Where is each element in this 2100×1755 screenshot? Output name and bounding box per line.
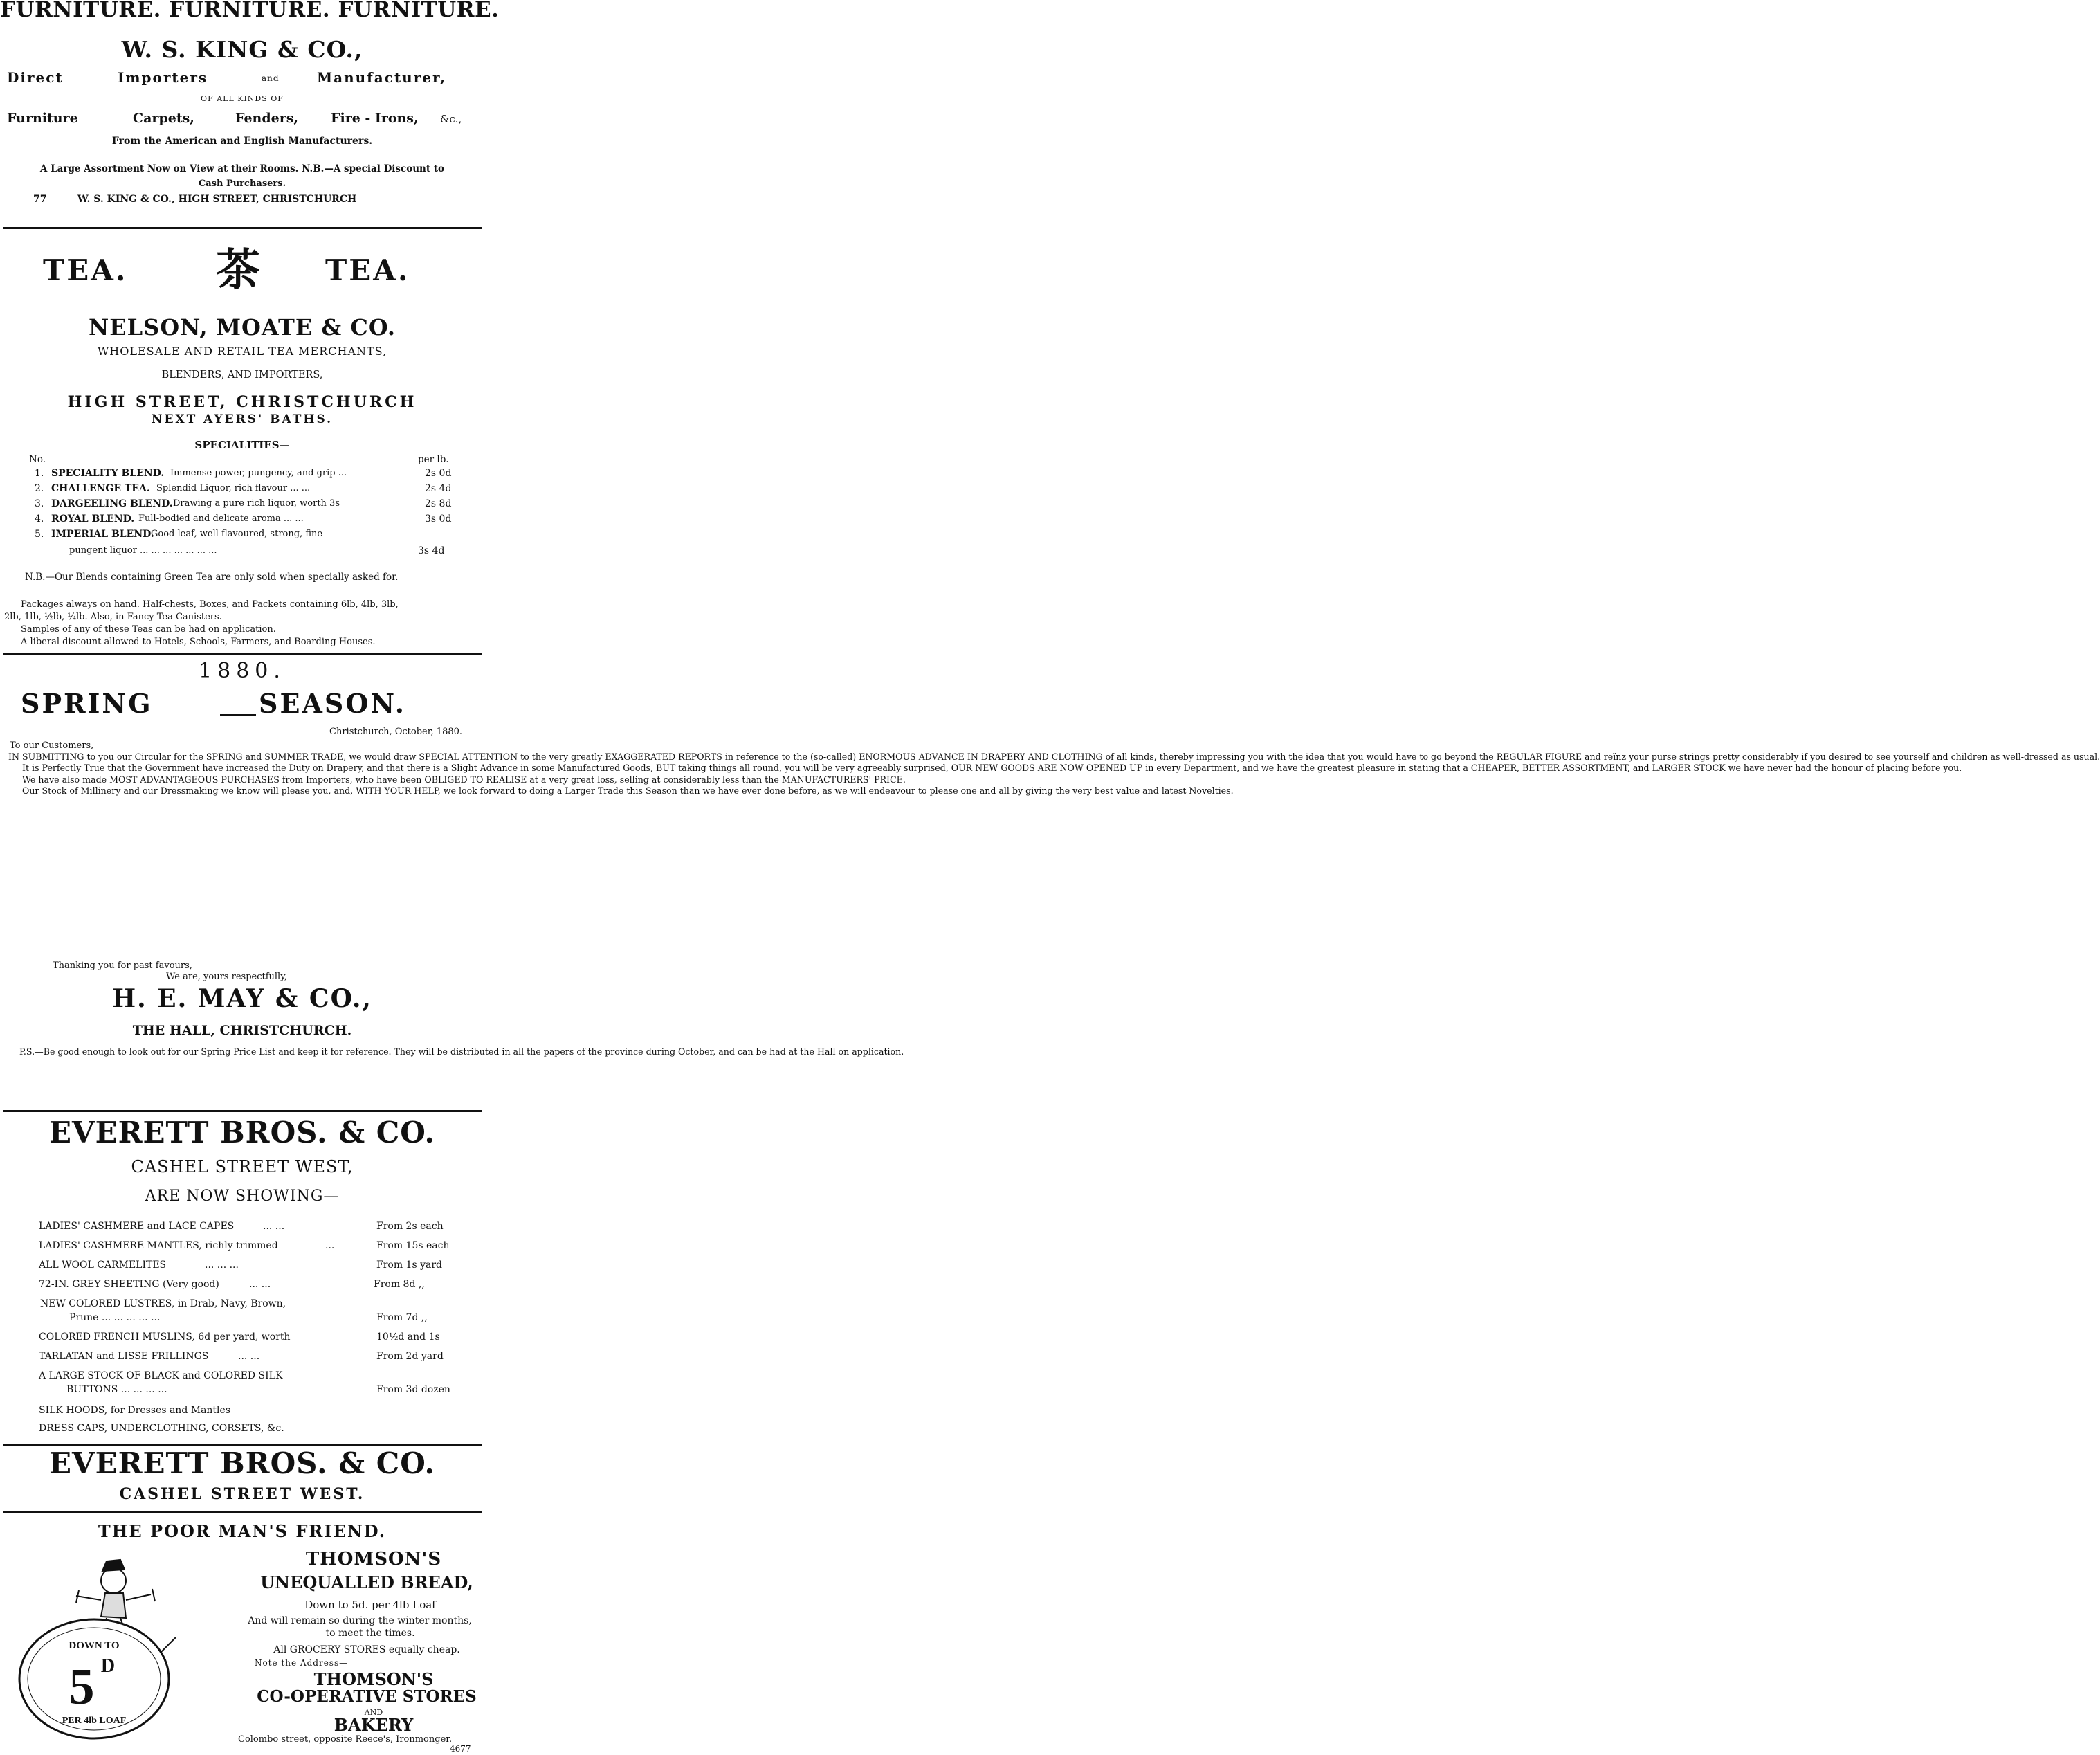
everett-item-dots: ... ... — [249, 1279, 271, 1290]
may-para4: Our Stock of Millinery and our Dressmaking we know will please you, and, WITH YOUR HELP, we look forward to doing a Larger Trade this Season than we have ever done before, as we will endeavour to please one and all by giving the very best value and latest Novelties. — [22, 785, 1234, 797]
everett-item-price: From 2s each — [376, 1221, 444, 1232]
king-item-furniture: Furniture — [7, 111, 78, 126]
blend-desc: Immense power, pungency, and grip ... — [170, 468, 347, 478]
king-manufacturer: Manufacturer, — [317, 69, 447, 86]
may-ps-wrap — [6, 1046, 904, 1057]
everett-item-price: From 7d ,, — [376, 1312, 428, 1323]
everett-item-price: From 1s yard — [376, 1260, 443, 1271]
everett-item-price: From 15s each — [376, 1240, 450, 1251]
figure-body — [101, 1593, 126, 1618]
king-firm: W. S. KING & CO., — [121, 36, 363, 63]
may-para2: It is Perfectly True that the Government have increased the Duty on Drapery, and that there is a Slight Advance in some Manufactured Goods, BUT taking things all round, you will be very agreeably surprised, OUR NEW GOODS ARE NOW OPENED UP in every Department, and we have the greatest pleasure in stating that a CHEAPER, BETTER ASSORTMENT, and LARGER STOCK we have never had the honour of placing before you. — [22, 763, 1962, 774]
thomson-headline: THE POOR MAN'S FRIEND. — [98, 1521, 387, 1541]
king-ref: 77 — [33, 194, 47, 205]
everett-item-dots: ... ... ... — [205, 1260, 239, 1271]
tea-left: TEA. — [43, 253, 128, 287]
thomson-bread: UNEQUALLED BREAD, — [260, 1572, 473, 1592]
blend-desc: Splendid Liquor, rich flavour ... ... — [156, 483, 311, 493]
nelson-specialities: SPECIALITIES— — [194, 439, 290, 451]
everett-item-name: NEW COLORED LUSTRES, in Drab, Navy, Brown, — [40, 1298, 286, 1309]
everett-item-name: SILK HOODS, for Dresses and Mantles — [39, 1405, 230, 1416]
may-salutation: To our Customers, — [10, 740, 94, 751]
may-underscore — [220, 714, 256, 716]
everett-item-name: LADIES' CASHMERE and LACE CAPES — [39, 1221, 235, 1232]
king-sub: OF ALL KINDS OF — [201, 94, 284, 103]
blend-no: 3. — [35, 498, 44, 509]
thomson-bakery: BAKERY — [334, 1715, 414, 1735]
king-and: and — [262, 73, 280, 83]
blend-no: 1. — [35, 468, 44, 479]
nelson-samples: Samples of any of these Teas can be had on application. — [21, 624, 276, 635]
everett-item-price: From 2d yard — [376, 1351, 444, 1362]
everett-item-dots: ... — [325, 1240, 335, 1251]
everett-item-name: 72-IN. GREY SHEETING (Very good) — [39, 1279, 219, 1290]
may-para3: We have also made MOST ADVANTAGEOUS PURCHASES from Importers, who have been OBLIGED TO REALISE at a very great loss, selling at considerably less than the MANUFACTURERS' PRICE. — [22, 774, 906, 785]
sign-bottom: PER 4lb LOAF — [62, 1716, 127, 1726]
king-advert — [0, 0, 500, 208]
everett-showing: ARE NOW SHOWING— — [145, 1188, 340, 1205]
blend-no: 5. — [35, 529, 44, 540]
may-body — [6, 752, 2100, 797]
blend-desc: Good leaf, well flavoured, strong, fine — [151, 529, 323, 539]
nelson-street: HIGH STREET, CHRISTCHURCH — [67, 393, 417, 411]
thomson-colombo: Colombo street, opposite Reece's, Ironmonger. — [238, 1734, 453, 1745]
blend-cont: pungent liquor ... ... ... ... ... ... ... — [69, 545, 217, 556]
everett-item-dots: ... ... — [263, 1221, 285, 1232]
everett-item-name: BUTTONS ... ... ... ... — [66, 1384, 167, 1395]
may-firm: H. E. MAY & CO., — [112, 984, 372, 1013]
nelson-advert — [0, 228, 484, 657]
nelson-nb: N.B.—Our Blends containing Green Tea are only sold when specially asked for. — [25, 572, 399, 583]
everett-item-name: COLORED FRENCH MUSLINS, 6d per yard, worth — [39, 1331, 291, 1343]
thomson-note: Note the Address— — [255, 1658, 349, 1668]
nelson-packages2: 2lb, 1lb, ½lb, ¼lb. Also, in Fancy Tea Canisters. — [4, 612, 222, 622]
nelson-sub1: WHOLESALE AND RETAIL TEA MERCHANTS, — [97, 345, 387, 358]
everett-item-name: ALL WOOL CARMELITES — [39, 1260, 167, 1271]
tea-right: TEA. — [325, 253, 410, 287]
thomson-advert — [0, 1513, 484, 1755]
everett-item-name: TARLATAN and LISSE FRILLINGS — [39, 1351, 209, 1362]
sign-big: 5 — [69, 1659, 95, 1716]
thomson-and: AND — [364, 1708, 383, 1717]
everett-item-name: DRESS CAPS, UNDERCLOTHING, CORSETS, &c. — [39, 1423, 284, 1434]
may-para1: IN SUBMITTING to you our Circular for the SPRING and SUMMER TRADE, we would draw SPECIAL ATTENTION to the very greatly EXAGGERATED REPORTS in reference to the (so-called) ENORMOUS ADVANCE IN DRAPERY AND CLOTHING of all kinds, thereby impressing you with the idea that you would have to go beyond the REGULAR FIGURE and reïnz your purse strings pretty considerably if you desired to see yourself and children as well-dressed as usual. — [8, 752, 2100, 762]
thomson-ref: 4677 — [450, 1744, 471, 1754]
blend-name: DARGEELING BLEND. — [51, 498, 173, 509]
everett-item-price: 10½d and 1s — [376, 1331, 440, 1343]
blend-name: ROYAL BLEND. — [51, 513, 135, 525]
king-item-fireirons: Fire - Irons, — [331, 111, 419, 126]
thomson-firm2: THOMSON'S — [313, 1669, 434, 1689]
everett-advert — [0, 1111, 484, 1471]
king-item-fenders: Fenders, — [235, 111, 299, 126]
king-stock: A Large Assortment Now on View at their Rooms. N.B.—A special Discount to — [39, 163, 445, 174]
nelson-firm: NELSON, MOATE & CO. — [89, 314, 396, 340]
thomson-grocery: All GROCERY STORES equally cheap. — [273, 1644, 460, 1655]
nelson-discount: A liberal discount allowed to Hotels, Schools, Farmers, and Boarding Houses. — [21, 637, 376, 647]
everett-street: CASHEL STREET WEST, — [131, 1157, 354, 1176]
king-direct: Direct — [7, 69, 64, 86]
blend-name: CHALLENGE TEA. — [51, 483, 150, 494]
divider — [3, 1444, 482, 1446]
may-spring: SPRING — [21, 688, 153, 719]
sign-top: DOWN TO — [69, 1640, 120, 1651]
figure-head — [101, 1568, 126, 1593]
blend-desc: Drawing a pure rich liquor, worth 3s — [173, 498, 340, 509]
thomson-winter2: to meet the times. — [325, 1628, 415, 1639]
may-year: 1880. — [199, 659, 286, 683]
thomson-firm: THOMSON'S — [305, 1549, 442, 1570]
everett-item-price: From 3d dozen — [376, 1384, 450, 1395]
blend-price: 3s 0d — [425, 513, 452, 525]
blend-name: IMPERIAL BLEND. — [51, 529, 154, 540]
everett-item-dots: ... ... — [238, 1351, 260, 1362]
everett-repeat — [0, 1446, 484, 1513]
thomson-down: Down to 5d. per 4lb Loaf — [304, 1599, 436, 1611]
king-from: From the American and English Manufacturers. — [111, 136, 373, 147]
thomson-winter1: And will remain so during the winter months, — [248, 1615, 472, 1626]
king-item-carpets: Carpets, — [133, 111, 194, 126]
figure-hat — [102, 1560, 125, 1571]
nelson-col-no: No. — [29, 454, 46, 465]
nelson-baths: NEXT AYERS' BATHS. — [151, 412, 334, 426]
blend-no: 4. — [35, 513, 44, 525]
may-dateline: Christchurch, October, 1880. — [329, 727, 463, 737]
nelson-packages1: Packages always on hand. Half-chests, Boxes, and Packets containing 6lb, 4lb, 3lb, — [21, 599, 399, 610]
king-headline: FURNITURE. FURNITURE. FURNITURE. — [0, 0, 500, 22]
nelson-sub2: BLENDERS, AND IMPORTERS, — [161, 370, 323, 381]
everett-street2: CASHEL STREET WEST. — [119, 1485, 365, 1503]
may-closing: We are, yours respectfully, — [166, 972, 287, 982]
loaf-sign-illustration — [10, 1554, 183, 1755]
may-advert — [0, 655, 2100, 1098]
thomson-coop: CO-OPERATIVE STORES — [257, 1687, 477, 1706]
tea-emblem: 茶 — [216, 244, 260, 296]
king-address: W. S. KING & CO., HIGH STREET, CHRISTCHURCH — [77, 194, 357, 205]
king-item-etc: &c., — [440, 113, 462, 125]
everett-item-name: LADIES' CASHMERE MANTLES, richly trimmed — [39, 1240, 278, 1251]
blend-price: 2s 8d — [425, 498, 452, 509]
king-cash: Cash Purchasers. — [198, 179, 286, 189]
blend-desc: Full-bodied and delicate aroma ... ... — [138, 513, 304, 524]
sign-sup: D — [100, 1655, 116, 1677]
blend-price: 3s 4d — [418, 545, 445, 556]
everett-item-price: From 8d ,, — [374, 1279, 425, 1290]
everett-item-name: Prune ... ... ... ... ... — [69, 1312, 161, 1323]
everett-firm2: EVERETT BROS. & CO. — [49, 1446, 435, 1480]
king-importers: Importers — [118, 69, 208, 86]
may-ps: P.S.—Be good enough to look out for our Spring Price List and keep it for reference. They will be distributed in all the papers of the province during October, and can be had at the Hall on application. — [19, 1046, 904, 1057]
everett-item-name: A LARGE STOCK OF BLACK and COLORED SILK — [39, 1370, 283, 1381]
may-hall: THE HALL, CHRISTCHURCH. — [132, 1023, 352, 1038]
blend-name: SPECIALITY BLEND. — [51, 468, 165, 479]
may-thanks: Thanking you for past favours, — [53, 961, 192, 971]
everett-firm: EVERETT BROS. & CO. — [49, 1116, 435, 1149]
blend-no: 2. — [35, 483, 44, 494]
may-season: SEASON. — [259, 688, 406, 719]
blend-price: 2s 4d — [425, 483, 452, 494]
blend-price: 2s 0d — [425, 468, 452, 479]
nelson-col-per: per lb. — [418, 454, 449, 465]
